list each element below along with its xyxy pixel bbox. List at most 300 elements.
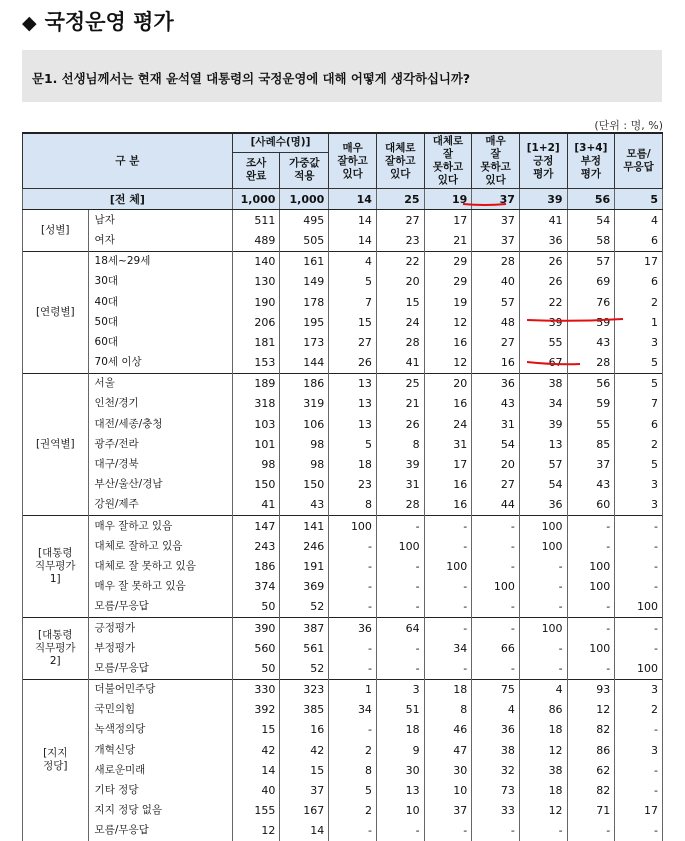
value-cell: -	[615, 516, 663, 537]
value-cell: -	[472, 597, 520, 618]
value-cell: 141	[280, 516, 329, 537]
value-cell: 30	[376, 760, 424, 780]
value-cell: 140	[232, 251, 280, 272]
total-cell: 56	[567, 189, 615, 210]
value-cell: 98	[280, 434, 329, 454]
value-cell: -	[472, 536, 520, 556]
value-cell: 27	[329, 332, 377, 352]
survey-table	[22, 132, 663, 841]
value-cell: 17	[424, 454, 472, 474]
value-cell: 6	[615, 230, 663, 251]
value-cell: 54	[567, 210, 615, 231]
value-cell: 511	[232, 210, 280, 231]
table-row	[23, 536, 663, 556]
value-cell: 106	[280, 414, 329, 434]
page-title	[22, 6, 174, 36]
value-cell: 387	[280, 617, 329, 638]
value-cell: 5	[329, 780, 377, 800]
value-cell: -	[424, 536, 472, 556]
value-cell: 3	[615, 332, 663, 352]
header-weighted: 가중값 적용	[280, 152, 329, 188]
value-cell: 560	[232, 638, 280, 658]
value-cell: 186	[232, 556, 280, 576]
value-cell: 50	[232, 658, 280, 679]
total-cell: 5	[615, 189, 663, 210]
value-cell: 319	[280, 394, 329, 414]
value-cell: -	[329, 720, 377, 740]
value-cell: 2	[615, 292, 663, 312]
header-dont-know: 모름/ 무응답	[615, 133, 663, 189]
value-cell: 27	[472, 475, 520, 495]
row-label: 60대	[88, 332, 232, 352]
value-cell: 5	[615, 454, 663, 474]
value-cell: 22	[376, 251, 424, 272]
table-row	[23, 658, 663, 679]
value-cell: 43	[280, 495, 329, 516]
header-negative: [3+4] 부정 평가	[567, 133, 615, 189]
value-cell: 2	[329, 740, 377, 760]
value-cell: 330	[232, 679, 280, 700]
value-cell: 29	[424, 251, 472, 272]
value-cell: -	[567, 536, 615, 556]
value-cell: -	[376, 516, 424, 537]
value-cell: 25	[376, 373, 424, 394]
value-cell: -	[472, 556, 520, 576]
value-cell: 18	[424, 679, 472, 700]
value-cell: 3	[615, 495, 663, 516]
value-cell: 16	[424, 475, 472, 495]
value-cell: 246	[280, 536, 329, 556]
value-cell: 13	[329, 414, 377, 434]
value-cell: -	[329, 556, 377, 576]
table-row	[23, 353, 663, 374]
row-label: 국민의힘	[88, 700, 232, 720]
value-cell: 130	[232, 272, 280, 292]
value-cell: -	[519, 577, 567, 597]
value-cell: 12	[424, 312, 472, 332]
value-cell: 16	[424, 332, 472, 352]
value-cell: 39	[376, 454, 424, 474]
table-row	[23, 495, 663, 516]
value-cell: 103	[232, 414, 280, 434]
value-cell: 57	[519, 454, 567, 474]
row-label: 인천/경기	[88, 394, 232, 414]
value-cell: 93	[567, 679, 615, 700]
value-cell: -	[519, 821, 567, 841]
value-cell: -	[329, 536, 377, 556]
value-cell: -	[424, 516, 472, 537]
value-cell: 34	[329, 700, 377, 720]
header-very-good: 매우 잘하고 있다	[329, 133, 377, 189]
value-cell: 26	[519, 272, 567, 292]
row-label: 70세 이상	[88, 353, 232, 374]
table-row	[23, 740, 663, 760]
value-cell: 13	[376, 780, 424, 800]
value-cell: 18	[519, 720, 567, 740]
row-label: 광주/전라	[88, 434, 232, 454]
table-row	[23, 210, 663, 231]
value-cell: 20	[424, 373, 472, 394]
value-cell: 41	[519, 210, 567, 231]
value-cell: -	[424, 617, 472, 638]
value-cell: -	[424, 658, 472, 679]
segment-label: [연령별]	[23, 251, 89, 373]
value-cell: 243	[232, 536, 280, 556]
value-cell: 7	[615, 394, 663, 414]
value-cell: -	[615, 556, 663, 576]
value-cell: 86	[519, 700, 567, 720]
value-cell: 29	[424, 272, 472, 292]
value-cell: 5	[615, 353, 663, 374]
value-cell: 323	[280, 679, 329, 700]
value-cell: 52	[280, 658, 329, 679]
value-cell: 206	[232, 312, 280, 332]
value-cell: 12	[567, 700, 615, 720]
value-cell: 4	[519, 679, 567, 700]
value-cell: 8	[376, 434, 424, 454]
table-row	[23, 414, 663, 434]
value-cell: 98	[280, 454, 329, 474]
value-cell: -	[329, 577, 377, 597]
value-cell: 149	[280, 272, 329, 292]
value-cell: 40	[232, 780, 280, 800]
total-cell: 1,000	[280, 189, 329, 210]
segment-label: [권역별]	[23, 373, 89, 515]
value-cell: 51	[376, 700, 424, 720]
value-cell: 17	[615, 251, 663, 272]
value-cell: 181	[232, 332, 280, 352]
value-cell: -	[615, 577, 663, 597]
value-cell: 76	[567, 292, 615, 312]
value-cell: 20	[376, 272, 424, 292]
value-cell: 100	[567, 556, 615, 576]
value-cell: 15	[232, 720, 280, 740]
value-cell: 12	[424, 353, 472, 374]
value-cell: 27	[472, 332, 520, 352]
row-label: 40대	[88, 292, 232, 312]
value-cell: 8	[424, 700, 472, 720]
table-row	[23, 821, 663, 841]
value-cell: 60	[567, 495, 615, 516]
table-header	[23, 133, 663, 189]
value-cell: 85	[567, 434, 615, 454]
value-cell: 50	[232, 597, 280, 618]
value-cell: 16	[424, 495, 472, 516]
value-cell: 24	[424, 414, 472, 434]
diamond-bullet-icon: ◆	[22, 12, 37, 34]
value-cell: 86	[567, 740, 615, 760]
value-cell: -	[376, 658, 424, 679]
value-cell: 26	[376, 414, 424, 434]
value-cell: 5	[329, 272, 377, 292]
value-cell: 195	[280, 312, 329, 332]
value-cell: 14	[232, 760, 280, 780]
value-cell: -	[567, 597, 615, 618]
value-cell: 36	[329, 617, 377, 638]
value-cell: 38	[472, 740, 520, 760]
page-title-text: 국정운영 평가	[45, 10, 174, 34]
row-label: 모름/무응답	[88, 597, 232, 618]
value-cell: 28	[376, 332, 424, 352]
value-cell: -	[615, 760, 663, 780]
value-cell: 59	[567, 312, 615, 332]
table-row	[23, 700, 663, 720]
value-cell: -	[376, 556, 424, 576]
row-label: 매우 잘하고 있음	[88, 516, 232, 537]
value-cell: 41	[232, 495, 280, 516]
value-cell: 561	[280, 638, 329, 658]
value-cell: -	[329, 597, 377, 618]
row-label: 녹색정의당	[88, 720, 232, 740]
value-cell: 54	[519, 475, 567, 495]
value-cell: 55	[519, 332, 567, 352]
value-cell: 34	[519, 394, 567, 414]
value-cell: -	[567, 658, 615, 679]
value-cell: 40	[472, 272, 520, 292]
value-cell: 28	[567, 353, 615, 374]
value-cell: 69	[567, 272, 615, 292]
value-cell: 30	[424, 760, 472, 780]
value-cell: 59	[567, 394, 615, 414]
row-label: 지지 정당 없음	[88, 801, 232, 821]
value-cell: -	[567, 516, 615, 537]
value-cell: 153	[232, 353, 280, 374]
value-cell: 31	[376, 475, 424, 495]
value-cell: 43	[472, 394, 520, 414]
total-cell: 37	[472, 189, 520, 210]
value-cell: 167	[280, 801, 329, 821]
value-cell: 37	[472, 230, 520, 251]
value-cell: 8	[329, 760, 377, 780]
table-row	[23, 373, 663, 394]
value-cell: 144	[280, 353, 329, 374]
table-row	[23, 272, 663, 292]
value-cell: -	[329, 821, 377, 841]
value-cell: 38	[519, 760, 567, 780]
value-cell: 75	[472, 679, 520, 700]
value-cell: 16	[472, 353, 520, 374]
value-cell: 42	[280, 740, 329, 760]
value-cell: 19	[424, 292, 472, 312]
value-cell: 155	[232, 801, 280, 821]
total-cell: 14	[329, 189, 377, 210]
value-cell: 67	[519, 353, 567, 374]
value-cell: 12	[519, 801, 567, 821]
value-cell: 100	[376, 536, 424, 556]
row-label: 부산/울산/경남	[88, 475, 232, 495]
value-cell: 100	[472, 577, 520, 597]
value-cell: 39	[519, 414, 567, 434]
table-row	[23, 720, 663, 740]
value-cell: 43	[567, 475, 615, 495]
value-cell: 36	[519, 230, 567, 251]
table-row	[23, 516, 663, 537]
value-cell: 22	[519, 292, 567, 312]
value-cell: 33	[472, 801, 520, 821]
value-cell: 28	[472, 251, 520, 272]
value-cell: 4	[615, 210, 663, 231]
value-cell: -	[519, 556, 567, 576]
value-cell: -	[615, 720, 663, 740]
table-row	[23, 434, 663, 454]
value-cell: 12	[232, 821, 280, 841]
value-cell: 150	[280, 475, 329, 495]
value-cell: 34	[424, 638, 472, 658]
unit-note: (단위 : 명, %)	[594, 117, 663, 133]
value-cell: 15	[329, 312, 377, 332]
value-cell: 16	[424, 394, 472, 414]
table-row	[23, 332, 663, 352]
value-cell: -	[424, 597, 472, 618]
value-cell: 27	[376, 210, 424, 231]
segment-label: [성별]	[23, 210, 89, 251]
value-cell: 55	[567, 414, 615, 434]
segment-label: [대통령 직무평가 2]	[23, 617, 89, 679]
table-row	[23, 475, 663, 495]
value-cell: 66	[472, 638, 520, 658]
value-cell: 37	[424, 801, 472, 821]
header-fairly-bad: 대체로 잘 못하고 있다	[424, 133, 472, 189]
row-label: 기타 정당	[88, 780, 232, 800]
value-cell: 44	[472, 495, 520, 516]
value-cell: 82	[567, 780, 615, 800]
value-cell: 14	[280, 821, 329, 841]
row-label: 부정평가	[88, 638, 232, 658]
value-cell: -	[519, 597, 567, 618]
value-cell: -	[519, 638, 567, 658]
value-cell: -	[424, 821, 472, 841]
header-fairly-good: 대체로 잘하고 있다	[376, 133, 424, 189]
header-category: 구 분	[23, 133, 233, 189]
value-cell: 489	[232, 230, 280, 251]
value-cell: 73	[472, 780, 520, 800]
value-cell: 28	[376, 495, 424, 516]
value-cell: 100	[615, 597, 663, 618]
value-cell: 100	[567, 577, 615, 597]
value-cell: 3	[615, 740, 663, 760]
value-cell: -	[424, 577, 472, 597]
value-cell: 147	[232, 516, 280, 537]
value-cell: 7	[329, 292, 377, 312]
value-cell: -	[615, 821, 663, 841]
value-cell: 16	[280, 720, 329, 740]
value-cell: 21	[376, 394, 424, 414]
table-row	[23, 638, 663, 658]
value-cell: 36	[472, 720, 520, 740]
value-cell: 1	[615, 312, 663, 332]
value-cell: 12	[519, 740, 567, 760]
segment-label: [대통령 직무평가 1]	[23, 516, 89, 618]
table-row	[23, 597, 663, 618]
row-label: 모름/무응답	[88, 821, 232, 841]
value-cell: 62	[567, 760, 615, 780]
value-cell: 17	[615, 801, 663, 821]
value-cell: -	[615, 638, 663, 658]
table-row	[23, 292, 663, 312]
value-cell: -	[472, 658, 520, 679]
table-body	[23, 189, 663, 841]
value-cell: 31	[424, 434, 472, 454]
value-cell: 374	[232, 577, 280, 597]
value-cell: 14	[329, 210, 377, 231]
value-cell: 26	[329, 353, 377, 374]
value-cell: 26	[519, 251, 567, 272]
header-sample-group: [사례수(명)]	[232, 133, 329, 152]
value-cell: -	[567, 617, 615, 638]
table-row	[23, 679, 663, 700]
value-cell: -	[567, 821, 615, 841]
value-cell: 21	[424, 230, 472, 251]
value-cell: 190	[232, 292, 280, 312]
value-cell: 32	[472, 760, 520, 780]
table-row	[23, 312, 663, 332]
table-row	[23, 760, 663, 780]
row-label: 50대	[88, 312, 232, 332]
value-cell: 3	[615, 475, 663, 495]
value-cell: 5	[329, 434, 377, 454]
question-box	[22, 50, 662, 102]
value-cell: 71	[567, 801, 615, 821]
value-cell: 13	[329, 394, 377, 414]
value-cell: 23	[329, 475, 377, 495]
value-cell: 57	[472, 292, 520, 312]
row-label: 강원/제주	[88, 495, 232, 516]
value-cell: 100	[329, 516, 377, 537]
value-cell: 392	[232, 700, 280, 720]
value-cell: -	[472, 617, 520, 638]
value-cell: 10	[424, 780, 472, 800]
header-positive: [1+2] 긍정 평가	[519, 133, 567, 189]
table-row	[23, 394, 663, 414]
header-very-bad: 매우 잘 못하고 있다	[472, 133, 520, 189]
value-cell: 54	[472, 434, 520, 454]
value-cell: 2	[615, 700, 663, 720]
value-cell: -	[615, 617, 663, 638]
value-cell: 57	[567, 251, 615, 272]
value-cell: -	[376, 597, 424, 618]
value-cell: 36	[519, 495, 567, 516]
value-cell: 15	[376, 292, 424, 312]
header-survey-done: 조사 완료	[232, 152, 280, 188]
table-row	[23, 780, 663, 800]
value-cell: -	[329, 658, 377, 679]
value-cell: 100	[424, 556, 472, 576]
value-cell: 13	[519, 434, 567, 454]
value-cell: 37	[567, 454, 615, 474]
value-cell: 1	[329, 679, 377, 700]
value-cell: -	[615, 780, 663, 800]
value-cell: 20	[472, 454, 520, 474]
value-cell: 23	[376, 230, 424, 251]
question-text: 문1. 선생님께서는 현재 윤석열 대통령의 국정운영에 대해 어떻게 생각하십니까?	[32, 71, 470, 86]
value-cell: 178	[280, 292, 329, 312]
value-cell: -	[376, 821, 424, 841]
value-cell: 4	[329, 251, 377, 272]
row-label: 대체로 잘하고 있음	[88, 536, 232, 556]
row-label: 개혁신당	[88, 740, 232, 760]
value-cell: -	[329, 638, 377, 658]
value-cell: 36	[472, 373, 520, 394]
value-cell: 37	[280, 780, 329, 800]
row-label: 30대	[88, 272, 232, 292]
total-label: [전 체]	[23, 189, 233, 210]
total-cell: 1,000	[232, 189, 280, 210]
value-cell: 2	[615, 434, 663, 454]
value-cell: 31	[472, 414, 520, 434]
row-label: 남자	[88, 210, 232, 231]
value-cell: 2	[329, 801, 377, 821]
value-cell: 58	[567, 230, 615, 251]
